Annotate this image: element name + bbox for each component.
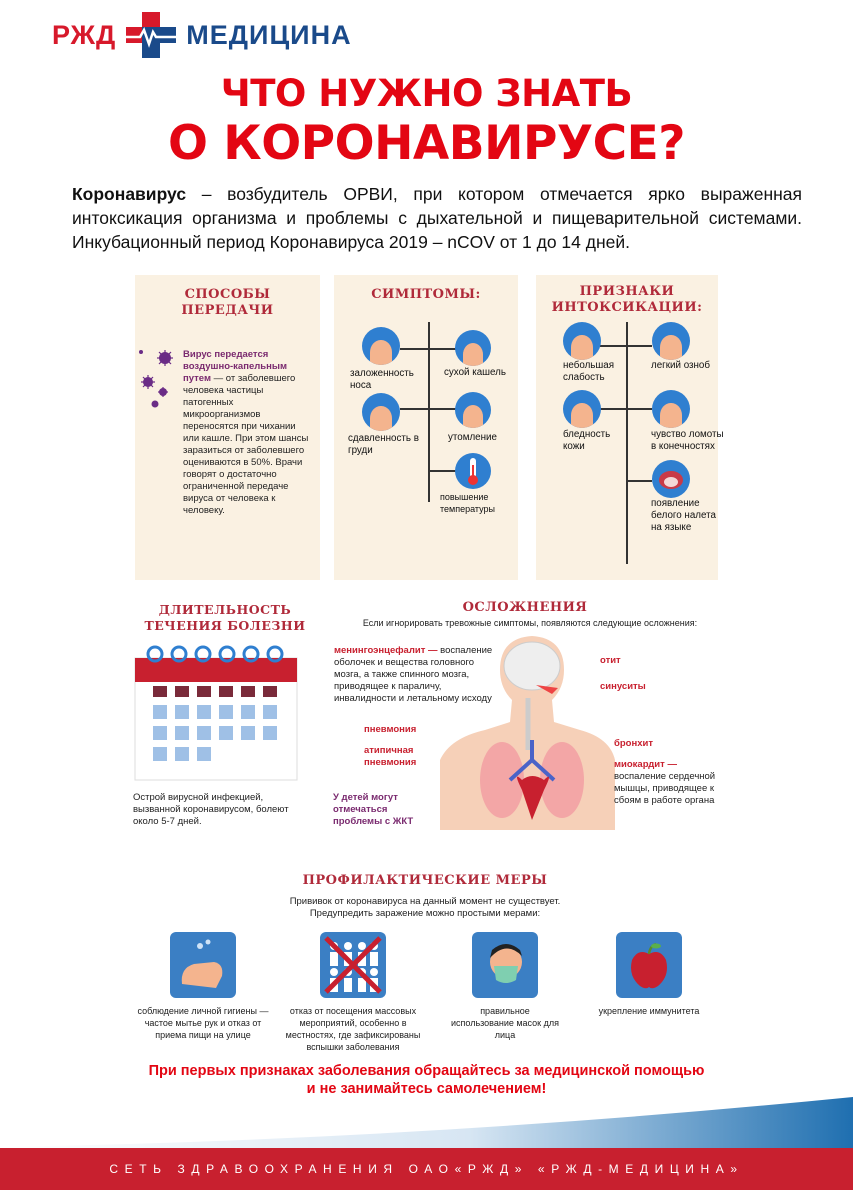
virus-icon xyxy=(133,340,183,410)
title-line-2: О КОРОНАВИРУСЕ? xyxy=(167,116,685,171)
no-crowds-icon xyxy=(320,932,386,998)
tongue-icon xyxy=(652,460,690,498)
intro-text: – возбудитель ОРВИ, при котором отмечается ярко выраженная интоксикация организма и проблемы с дыхательной и пищеварительной системами. Инкубационный период Коронавируса 2019 – nCOV от 1 до 14 дней. xyxy=(72,184,802,252)
otitis-label: отит xyxy=(600,655,621,666)
transmission-text: Вирус передается воздушно-капельным путем — от заболевшего человека частицы патогенных микроорганизмов переносятся при чихании или кашле. При этом шансы заразиться от заболевшего оцениваются в 50%. Врачи говорят о достаточно ограниченной передаче вируса от человека к человеку. xyxy=(183,349,309,516)
prevention-heading: ПРОФИЛАКТИЧЕСКИЕ МЕРЫ xyxy=(302,873,548,888)
sinusitis-label: синуситы xyxy=(600,681,646,692)
intoxication-label: небольшая слабость xyxy=(563,360,615,383)
symptoms-panel xyxy=(334,275,518,580)
symptom-label: утомление xyxy=(448,432,497,443)
symptom-label: заложенность носа xyxy=(350,368,414,391)
intoxication-label: чувство ломоты в конечностях xyxy=(651,429,724,452)
intoxication-label: бледность кожи xyxy=(563,429,611,452)
symptom-label: сдавленность в груди xyxy=(348,433,419,456)
weakness-icon xyxy=(563,322,601,360)
logo-right-text: МЕДИЦИНА xyxy=(186,19,352,50)
calendar-icon xyxy=(133,642,301,782)
apple-icon xyxy=(616,932,682,998)
bronchitis-label: бронхит xyxy=(614,738,653,749)
atypical-pneumonia-label: атипичная пневмония xyxy=(364,745,417,768)
fatigue-icon xyxy=(455,392,491,428)
logo-left-text: РЖД xyxy=(52,19,117,50)
limb-aches-icon xyxy=(652,390,690,428)
prevention-subtitle: Прививок от коронавируса на данный момент не существует. Предупредить заражение можно простыми мерами: xyxy=(289,896,561,919)
face-mask-icon xyxy=(472,932,538,998)
complications-subtitle: Если игнорировать тревожные симптомы, появляются следующие осложнения: xyxy=(362,618,698,628)
stuffy-nose-icon xyxy=(362,327,400,365)
pneumonia-label: пневмония xyxy=(364,724,417,735)
footer-bar: СЕТЬ ЗДРАВООХРАНЕНИЯ ОАО«РЖД» «РЖД-МЕДИЦИНА» xyxy=(0,1148,853,1190)
thermometer-icon xyxy=(455,453,491,489)
children-note: У детей могут отмечаться проблемы с ЖКТ xyxy=(333,792,414,827)
duration-text: Острой вирусной инфекцией, вызванной коронавирусом, болеют около 5-7 дней. xyxy=(133,792,289,827)
logo xyxy=(52,12,352,58)
intro-paragraph xyxy=(72,182,802,254)
symptom-label: повышение температуры xyxy=(440,492,496,514)
prevention-label: правильное использование масок для лица xyxy=(451,1006,559,1040)
transmission-heading: СПОСОБЫ ПЕРЕДАЧИ xyxy=(181,287,274,318)
dry-cough-icon xyxy=(455,330,491,366)
prevention-label: укрепление иммунитета xyxy=(598,1006,700,1016)
symptom-label: сухой кашель xyxy=(444,367,506,378)
complications-heading: ОСЛОЖНЕНИЯ xyxy=(462,600,588,615)
chest-pressure-icon xyxy=(362,393,400,431)
hand-washing-icon xyxy=(170,932,236,998)
pale-skin-icon xyxy=(563,390,601,428)
duration-heading: ДЛИТЕЛЬНОСТЬ ТЕЧЕНИЯ БОЛЕЗНИ xyxy=(144,602,306,633)
warning-text: При первых признаках заболевания обращайтесь за медицинской помощью и не занимайтесь самолечением! xyxy=(148,1063,705,1097)
intoxication-label: легкий озноб xyxy=(651,360,710,371)
title-line-1: ЧТО НУЖНО ЗНАТЬ xyxy=(220,72,633,115)
meningo-item: менингоэнцефалит — воспаление оболочек и вещества головного мозга, а также спинного мозга, приводящее к параличу, инвалидности и летальному исходу xyxy=(334,645,493,704)
decorative-wave xyxy=(0,1095,853,1150)
intoxication-label: появление белого налета на языке xyxy=(651,498,716,533)
symptoms-heading: СИМПТОМЫ: xyxy=(371,287,481,302)
prevention-label: отказ от посещения массовых мероприятий, особенно в местностях, где зафиксированы вспышки заболевания xyxy=(285,1006,421,1052)
intoxication-heading: ПРИЗНАКИ ИНТОКСИКАЦИИ: xyxy=(551,284,703,315)
chills-icon xyxy=(652,322,690,360)
prevention-label: соблюдение личной гигиены — частое мытье рук и отказ от приема пищи на улице xyxy=(137,1006,269,1040)
medical-cross-icon xyxy=(122,10,180,60)
intro-term: Коронавирус xyxy=(72,184,187,204)
myocarditis-item: миокардит — воспаление сердечной мышцы, приводящее к сбоям в работе органа xyxy=(614,759,716,806)
